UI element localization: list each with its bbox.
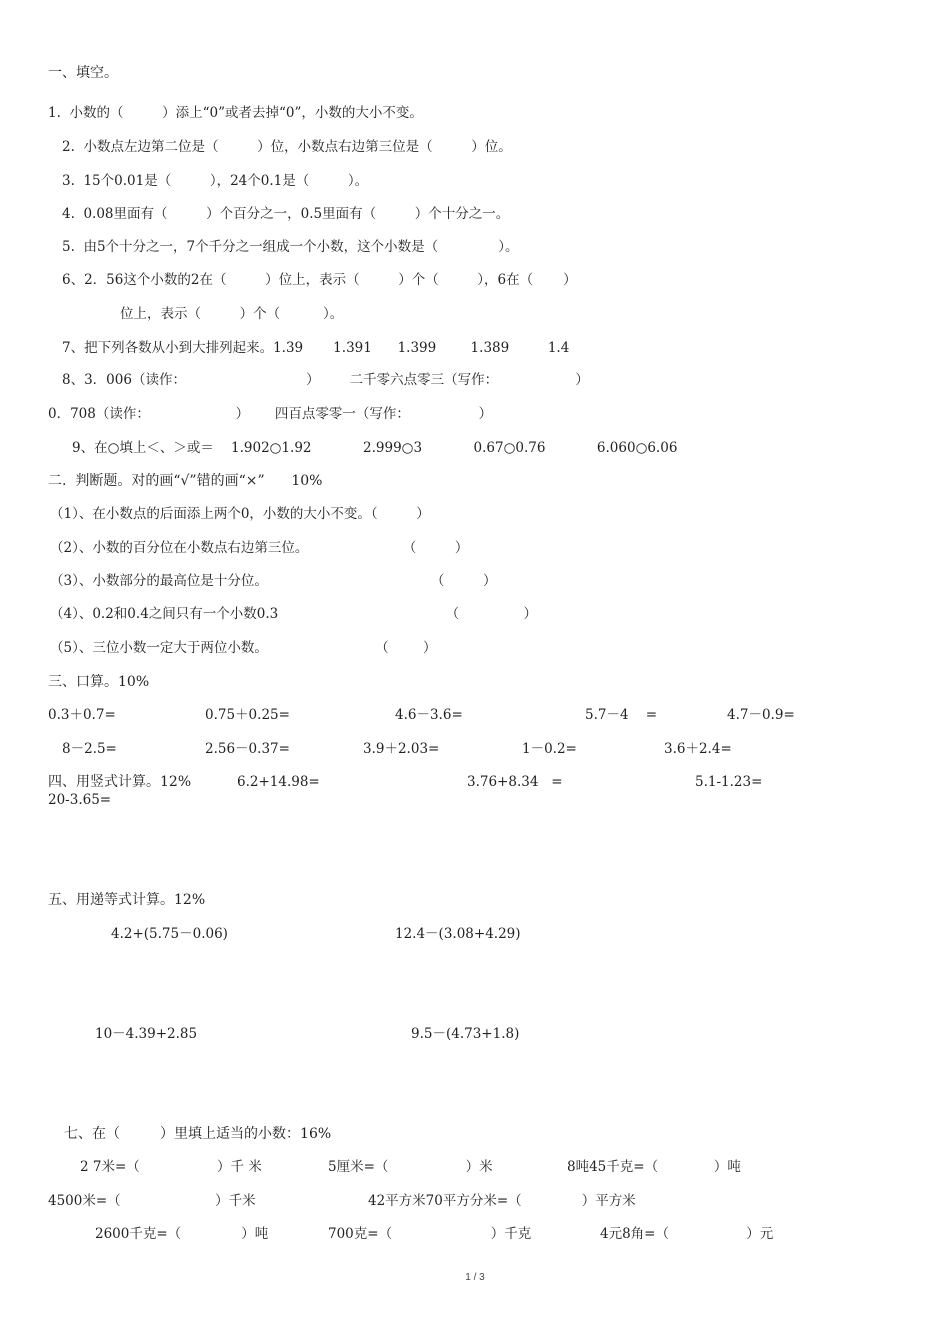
unit-convert-4: 4500米=（ ）千米 — [48, 1193, 256, 1209]
judge-item-1: （1）、在小数点的后面添上两个0，小数的大小不变。（ ） — [50, 506, 430, 522]
judge-item-3: （3）、小数部分的最高位是十分位。 （ ） — [50, 573, 497, 589]
stepwise-calc-1: 4.2+(5.75－0.06) — [111, 926, 228, 942]
vertical-calc-3: 5.1-1.23= — [695, 774, 763, 790]
mental-calc-9: 1－0.2= — [522, 741, 577, 757]
question-8-line-1: 8、3．006（读作： ） 二千零六点零三（写作： ） — [62, 372, 589, 388]
question-8-line-2: 0．708（读作： ） 四百点零零一（写作： ） — [48, 406, 493, 422]
section-2-title: 二. 判断题。对的画“√”错的画“×” 10% — [48, 473, 323, 489]
question-4: 4. 0.08里面有（ ）个百分之一，0.5里面有（ ）个十分之一。 — [62, 206, 510, 222]
mental-calc-5: 4.7－0.9= — [727, 707, 795, 723]
unit-convert-8: 4元8角=（ ）元 — [600, 1226, 774, 1242]
section-1-title: 一、填空。 — [48, 65, 118, 81]
section-5-title: 五、用递等式计算。12% — [48, 892, 206, 908]
vertical-calc-1: 6.2+14.98= — [237, 774, 320, 790]
unit-convert-7: 700克=（ ）千克 — [328, 1226, 532, 1242]
stepwise-calc-4: 9.5－(4.73+1.8) — [411, 1026, 520, 1042]
question-3: 3. 15个0.01是（ ），24个0.1是（ ）。 — [62, 173, 369, 189]
unit-convert-2: 5厘米=（ ）米 — [328, 1159, 493, 1175]
judge-item-2: （2）、小数的百分位在小数点右边第三位。 （ ） — [50, 540, 469, 556]
section-7-title: 七、在（ ）里填上适当的小数：16% — [64, 1126, 332, 1142]
question-6-line-1: 6、2．56这个小数的2在（ ）位上，表示（ ）个（ ），6在（ ） — [62, 272, 577, 288]
stepwise-calc-3: 10－4.39+2.85 — [95, 1026, 198, 1042]
unit-convert-6: 2600千克=（ ）吨 — [95, 1226, 269, 1242]
question-7: 7、把下列各数从小到大排列起来。1.39 1.391 1.399 1.389 1.4 — [62, 340, 570, 356]
mental-calc-3: 4.6－3.6= — [395, 707, 463, 723]
unit-convert-5: 42平方米70平方分米=（ ）平方米 — [368, 1193, 636, 1209]
unit-convert-1: 2 7米=（ ）千 米 — [80, 1159, 262, 1175]
judge-item-4: （4）、0.2和0.4之间只有一个小数0.3 （ ） — [50, 606, 537, 622]
question-2: 2. 小数点左边第二位是（ ）位，小数点右边第三位是（ ）位。 — [62, 139, 512, 155]
judge-item-5: （5）、三位小数一定大于两位小数。 （ ） — [50, 640, 437, 656]
vertical-calc-2: 3.76+8.34 = — [467, 774, 563, 790]
page-number: 1 / 3 — [465, 1272, 485, 1283]
question-9: 9、在○填上＜、＞或＝ 1.902○1.92 2.999○3 0.67○0.76 6.060○6.06 — [72, 440, 678, 456]
mental-calc-8: 3.9＋2.03= — [363, 741, 440, 757]
mental-calc-6: 8－2.5= — [62, 741, 117, 757]
mental-calc-1: 0.3＋0.7= — [48, 707, 116, 723]
question-6-line-2: 位上，表示（ ）个（ ）。 — [120, 306, 344, 322]
question-5: 5. 由5个十分之一，7个千分之一组成一个小数，这个小数是（ ）。 — [62, 239, 519, 255]
mental-calc-4: 5.7－4 = — [585, 707, 658, 723]
unit-convert-3: 8吨45千克=（ ）吨 — [567, 1159, 741, 1175]
mental-calc-7: 2.56－0.37= — [205, 741, 290, 757]
mental-calc-10: 3.6＋2.4= — [664, 741, 732, 757]
section-3-title: 三、口算。10% — [48, 674, 150, 690]
question-1: 1. 小数的（ ）添上“0”或者去掉“0”，小数的大小不变。 — [48, 105, 423, 121]
vertical-calc-4: 20-3.65= — [48, 792, 112, 808]
section-4-title: 四、用竖式计算。12% — [48, 774, 192, 790]
mental-calc-2: 0.75＋0.25= — [205, 707, 290, 723]
stepwise-calc-2: 12.4－(3.08+4.29) — [395, 926, 521, 942]
